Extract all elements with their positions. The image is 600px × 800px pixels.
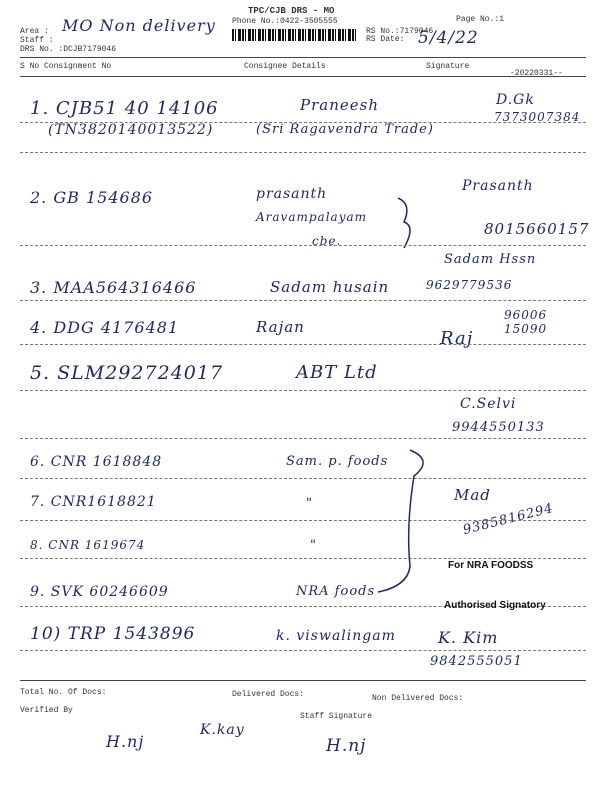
entry-6-name: Sam. p. foods [286, 454, 389, 469]
entry-2-signature: Prasanth [462, 178, 534, 194]
entry-10-consignment: 10) TRP 1543896 [30, 624, 196, 644]
entry-10-phone: 9842555051 [430, 654, 523, 669]
entry-4-signature: Raj [440, 328, 474, 349]
entry-7-consignment: 7. CNR1618821 [30, 494, 157, 510]
area-value: MO Non delivery [62, 16, 216, 35]
barcode [232, 29, 356, 41]
drs-number: DRS No. :DCJB7179046 [20, 45, 117, 54]
entry-4-phone: 96006 15090 [504, 308, 548, 336]
entry-3-phone: 9629779536 [426, 278, 513, 292]
col-sno-consignment: S No Consignment No [20, 62, 112, 71]
entry-1-company: (Sri Ragavendra Trade) [256, 122, 434, 137]
entry-5-name: ABT Ltd [296, 362, 378, 383]
entry-10-signature: K. Kim [438, 628, 499, 647]
col-consignee-details: Consignee Details [244, 62, 326, 71]
col-signature: Signature [426, 62, 470, 71]
entry-5-signature: C.Selvi [460, 396, 517, 412]
entry-5-consignment: 5. SLM292724017 [30, 362, 224, 384]
brace-mark [394, 196, 420, 252]
entry-4-name: Rajan [256, 318, 305, 336]
entry-8-consignment: 8. CNR 1619674 [30, 538, 146, 552]
entry-10-name: k. viswalingam [276, 628, 396, 644]
entry-2-address: Aravampalayam [256, 210, 368, 224]
entry-2-name: prasanth [256, 186, 328, 202]
entry-8-name: " [310, 538, 317, 553]
entry-6-consignment: 6. CNR 1618848 [30, 454, 163, 470]
entry-9-name: NRA foods [296, 584, 376, 599]
entry-7-name: " [306, 496, 313, 511]
verifier-signature: H.nj [106, 732, 145, 751]
entry-1-consignment: 1. CJB51 40 14106 [30, 98, 219, 119]
rs-date-label: RS Date: [366, 35, 405, 44]
entry-4-consignment: 4. DDG 4176481 [30, 318, 180, 337]
delivered-docs: Delivered Docs: [232, 690, 305, 699]
entry-2-phone: 8015660157 [484, 220, 590, 238]
page-number: Page No.:1 [456, 15, 505, 24]
curve-mark [374, 446, 436, 596]
date-code: -20220331-- [510, 69, 563, 78]
header-divider [20, 57, 586, 58]
verifier-signature-2: K.kay [200, 722, 245, 738]
footer-divider [20, 680, 586, 681]
entry-2-consignment: 2. GB 154686 [30, 188, 154, 207]
entry-1-consignment-ref: (TN3820140013522) [48, 122, 214, 138]
phone-number: Phone No.:0422-3505555 [232, 17, 338, 26]
staff-signature-label: Staff Signature [300, 712, 373, 721]
staff-signature: H.nj [326, 736, 367, 756]
column-divider [20, 76, 586, 77]
area-label: Area : [20, 27, 49, 36]
staff-label: Staff : [20, 36, 54, 45]
entry-1-signature: D.Gk [496, 92, 535, 108]
report-title: TPC/CJB DRS - MO [248, 6, 335, 16]
verified-by: Verified By [20, 706, 73, 715]
rs-number: RS No.:7179046 [366, 27, 434, 36]
entry-3-signature: Sadam Hssn [444, 252, 537, 267]
entry-1-name: Praneesh [300, 96, 379, 114]
entry-3-name: Sadam husain [270, 278, 390, 296]
entry-9-phone: 9385816294 [461, 501, 556, 538]
entry-9-signature: Mad [454, 486, 491, 504]
entry-5-phone: 9944550133 [452, 420, 545, 435]
rs-date-value: 5/4/22 [418, 28, 479, 48]
entry-3-consignment: 3. MAA564316466 [30, 278, 197, 297]
entry-1-phone: 7373007384 [494, 110, 581, 124]
entry-9-consignment: 9. SVK 60246609 [30, 584, 169, 600]
non-delivered-docs: Non Delivered Docs: [372, 694, 464, 703]
total-docs: Total No. Of Docs: [20, 688, 107, 697]
entry-2-city: cbe. [312, 234, 342, 248]
stamp-authorised: Authorised Signatory [444, 600, 546, 611]
stamp-company: For NRA FOODSS [448, 560, 534, 571]
